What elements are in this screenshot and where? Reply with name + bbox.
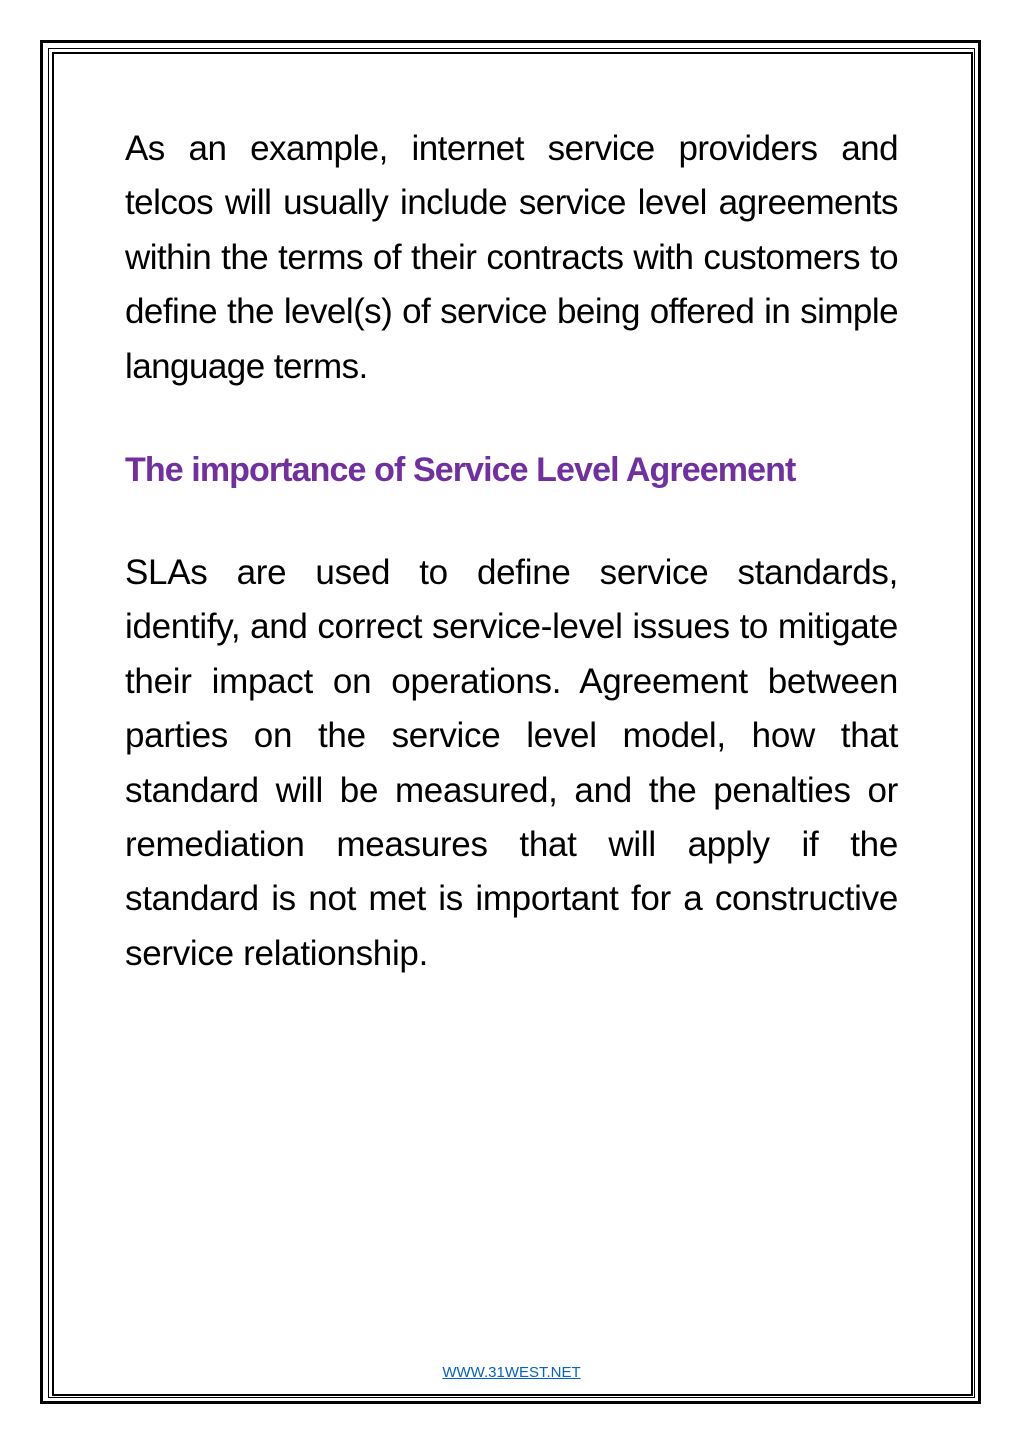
footer-website-link[interactable]: WWW.31WEST.NET [442,1364,581,1381]
paragraph-intro: As an example, internet service providers and telcos will usually include service level agreements within the terms of their contracts with customers to define the level(s) of service being offered in simple language terms. [125,129,898,386]
paragraph-slas: SLAs are used to define service standards, identify, and correct service-level issues to mitigate their impact on operations. Agreement between parties on the service level model, how that standard will be measured, and the penalties or remediation measures that will apply if the standard is not met is important for a constructive service relationship. [125,553,898,973]
section-heading: The importance of Service Level Agreement [125,451,796,490]
document-body [125,122,898,981]
